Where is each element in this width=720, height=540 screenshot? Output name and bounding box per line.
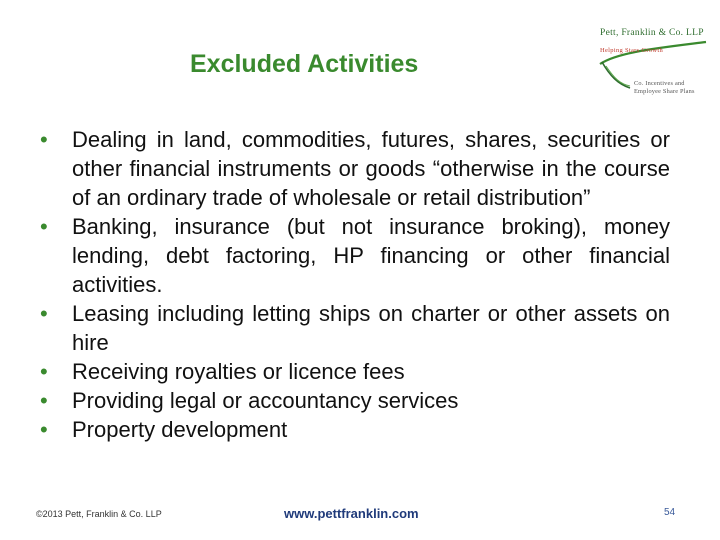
bullet-icon: • — [40, 359, 48, 384]
bullet-text: Leasing including letting ships on charter or other assets on hire — [72, 301, 670, 355]
bullet-icon: • — [40, 127, 48, 152]
bullet-icon: • — [40, 301, 48, 326]
bullet-item — [40, 415, 670, 444]
bullet-item — [40, 386, 670, 415]
bullet-item — [40, 357, 670, 386]
slide-title: Excluded Activities — [190, 50, 419, 78]
bullet-icon: • — [40, 388, 48, 413]
bullet-list — [40, 125, 670, 444]
bullet-text: Dealing in land, commodities, futures, shares, securities or other financial instruments or goods “otherwise in the course of an ordinary trade of wholesale or retail distribution” — [72, 127, 670, 210]
bullet-text: Banking, insurance (but not insurance broking), money lending, debt factoring, HP financing or other financial activities. — [72, 214, 670, 297]
page-number: 54 — [664, 507, 676, 518]
logo-tagline-2: Co. Incentives and — [634, 80, 685, 87]
bullet-item — [40, 125, 670, 212]
bullet-icon: • — [40, 214, 48, 239]
bullet-text: Receiving royalties or licence fees — [72, 359, 405, 384]
footer-copyright: ©2013 Pett, Franklin & Co. LLP — [36, 509, 162, 519]
logo-tagline: Helping Stars Growth — [600, 47, 664, 54]
bullet-text: Property development — [72, 417, 288, 442]
footer-website-link[interactable]: www.pettfranklin.com — [284, 506, 419, 521]
bullet-text: Providing legal or accountancy services — [72, 388, 459, 413]
bullet-icon: • — [40, 417, 48, 442]
logo-tagline-3: Employee Share Plans — [634, 88, 695, 95]
bullet-item — [40, 212, 670, 299]
logo-name: Pett, Franklin & Co. LLP — [600, 28, 704, 38]
company-logo — [588, 22, 714, 104]
bullet-item — [40, 299, 670, 357]
